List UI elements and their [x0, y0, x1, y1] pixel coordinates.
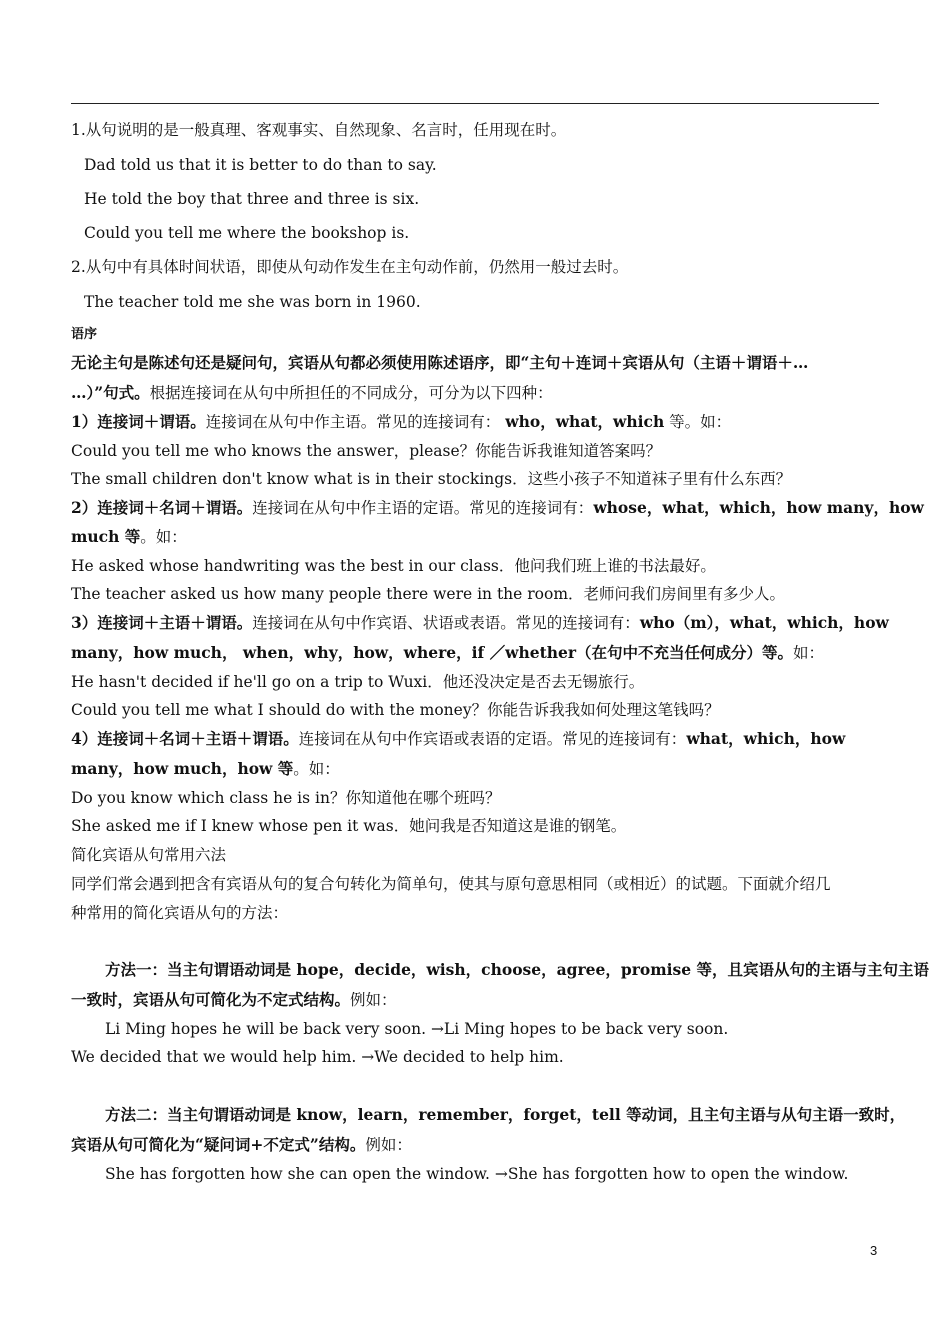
word-order-intro: 无论主句是陈述句还是疑问句，宾语从句都必须使用陈述语序，即“主句＋连词＋宾语从句（主语＋谓语＋…	[71, 353, 809, 372]
example-sentence: We decided that we would help him. →We decided to help him.	[71, 1048, 564, 1066]
example-sentence: Li Ming hopes he will be back very soon. →Li Ming hopes to be back very soon.	[105, 1020, 729, 1038]
type-2-desc: 连接词在从句中作主语的定语。常见的连接词有：	[252, 499, 594, 517]
type-3-words: who（m），what，which，how	[639, 613, 889, 632]
intro-bold: …）”句式。	[71, 383, 150, 402]
page-number: 3	[870, 1243, 878, 1258]
simplify-title: 简化宾语从句常用六法	[71, 846, 227, 864]
example-sentence: He told the boy that three and three is six.	[84, 190, 420, 208]
type-1-words: who，what，which	[505, 412, 665, 431]
method-1-tail: 例如：	[350, 991, 397, 1009]
header-rule	[71, 103, 879, 104]
example-sentence: Could you tell me who knows the answer，please？你能告诉我谁知道答案吗？	[71, 442, 662, 460]
method-2-tail: 例如：	[365, 1136, 412, 1154]
method-2-line-2	[71, 1135, 412, 1155]
method-1-heading: 方法一：当主句谓语动词是 hope，decide，wish，choose，agree，promise 等，且宾语从句的主语与主句主语	[105, 960, 930, 979]
type-4-words: what，which，how	[686, 729, 846, 748]
type-3-tail: 如：	[793, 644, 825, 662]
type-4-heading: 4）连接词＋名词＋主语＋谓语。	[71, 729, 299, 748]
simplify-intro-cont: 种常用的简化宾语从句的方法：	[71, 904, 289, 922]
example-sentence: He hasn't decided if he'll go on a trip to Wuxi．他还没决定是否去无锡旅行。	[71, 673, 645, 691]
type-2-tail: 。如：	[140, 528, 187, 546]
rule-2: 2.从句中有具体时间状语，即使从句动作发生在主句动作前，仍然用一般过去时。	[71, 258, 629, 276]
word-order-intro-cont	[71, 383, 553, 403]
example-sentence: Do you know which class he is in？你知道他在哪个班吗？	[71, 789, 501, 807]
example-sentence: She has forgotten how she can open the window. →She has forgotten how to open the window.	[105, 1165, 849, 1183]
method-2-rule: 宾语从句可简化为“疑问词+不定式”结构。	[71, 1135, 366, 1154]
section-heading-word-order: 语序	[71, 327, 98, 342]
simplify-intro: 同学们常会遇到把含有宾语从句的复合句转化为简单句，使其与原句意思相同（或相近）的试题。下面就介绍几	[71, 875, 831, 893]
type-3-words-cont: many，how much， when，why，how，where，if ／whether（在句中不充当任何成分）等。	[71, 643, 794, 662]
type-3-desc: 连接词在从句中作宾语、状语或表语。常见的连接词有：	[252, 614, 640, 632]
type-2-heading: 2）连接词＋名词＋谓语。	[71, 498, 253, 517]
type-4-line	[71, 729, 845, 749]
type-1-heading: 1）连接词＋谓语。	[71, 412, 206, 431]
type-2-line	[71, 498, 924, 518]
method-1-rule: 一致时，宾语从句可简化为不定式结构。	[71, 990, 351, 1009]
example-sentence: The teacher asked us how many people there were in the room．老师问我们房间里有多少人。	[71, 585, 786, 603]
type-2-line-2	[71, 527, 187, 547]
method-1-line-2	[71, 990, 397, 1010]
intro-text: 根据连接词在从句中所担任的不同成分，可分为以下四种：	[149, 384, 553, 402]
example-sentence: He asked whose handwriting was the best in our class．他问我们班上谁的书法最好。	[71, 557, 716, 575]
example-sentence: Could you tell me what I should do with the money？你能告诉我我如何处理这笔钱吗？	[71, 701, 720, 719]
example-sentence: Could you tell me where the bookshop is.	[84, 224, 410, 242]
type-3-line-2	[71, 643, 824, 663]
example-sentence: The teacher told me she was born in 1960.	[84, 293, 421, 311]
type-2-words: whose，what，which，how many，how	[593, 498, 924, 517]
type-4-words-cont: many，how much，how 等	[71, 759, 294, 778]
method-2-heading: 方法二：当主句谓语动词是 know，learn，remember，forget，tell 等动词，且主句主语与从句主语一致时，	[105, 1105, 906, 1124]
type-1-tail: 等。如：	[669, 413, 732, 431]
example-sentence: Dad told us that it is better to do than to say.	[84, 156, 437, 174]
type-4-line-2	[71, 759, 340, 779]
type-1-line	[71, 412, 731, 432]
type-3-heading: 3）连接词＋主语＋谓语。	[71, 613, 253, 632]
type-3-line	[71, 613, 889, 633]
type-4-tail: 。如：	[293, 760, 340, 778]
rule-1: 1.从句说明的是一般真理、客观事实、自然现象、名言时，任用现在时。	[71, 121, 567, 139]
example-sentence: The small children don't know what is in their stockings．这些小孩子不知道袜子里有什么东西？	[71, 470, 792, 488]
example-sentence: She asked me if I knew whose pen it was．她问我是否知道这是谁的钢笔。	[71, 817, 627, 835]
type-2-words-cont: much 等	[71, 527, 141, 546]
type-1-desc: 连接词在从句中作主语。常见的连接词有：	[205, 413, 501, 431]
type-4-desc: 连接词在从句中作宾语或表语的定语。常见的连接词有：	[298, 730, 687, 748]
